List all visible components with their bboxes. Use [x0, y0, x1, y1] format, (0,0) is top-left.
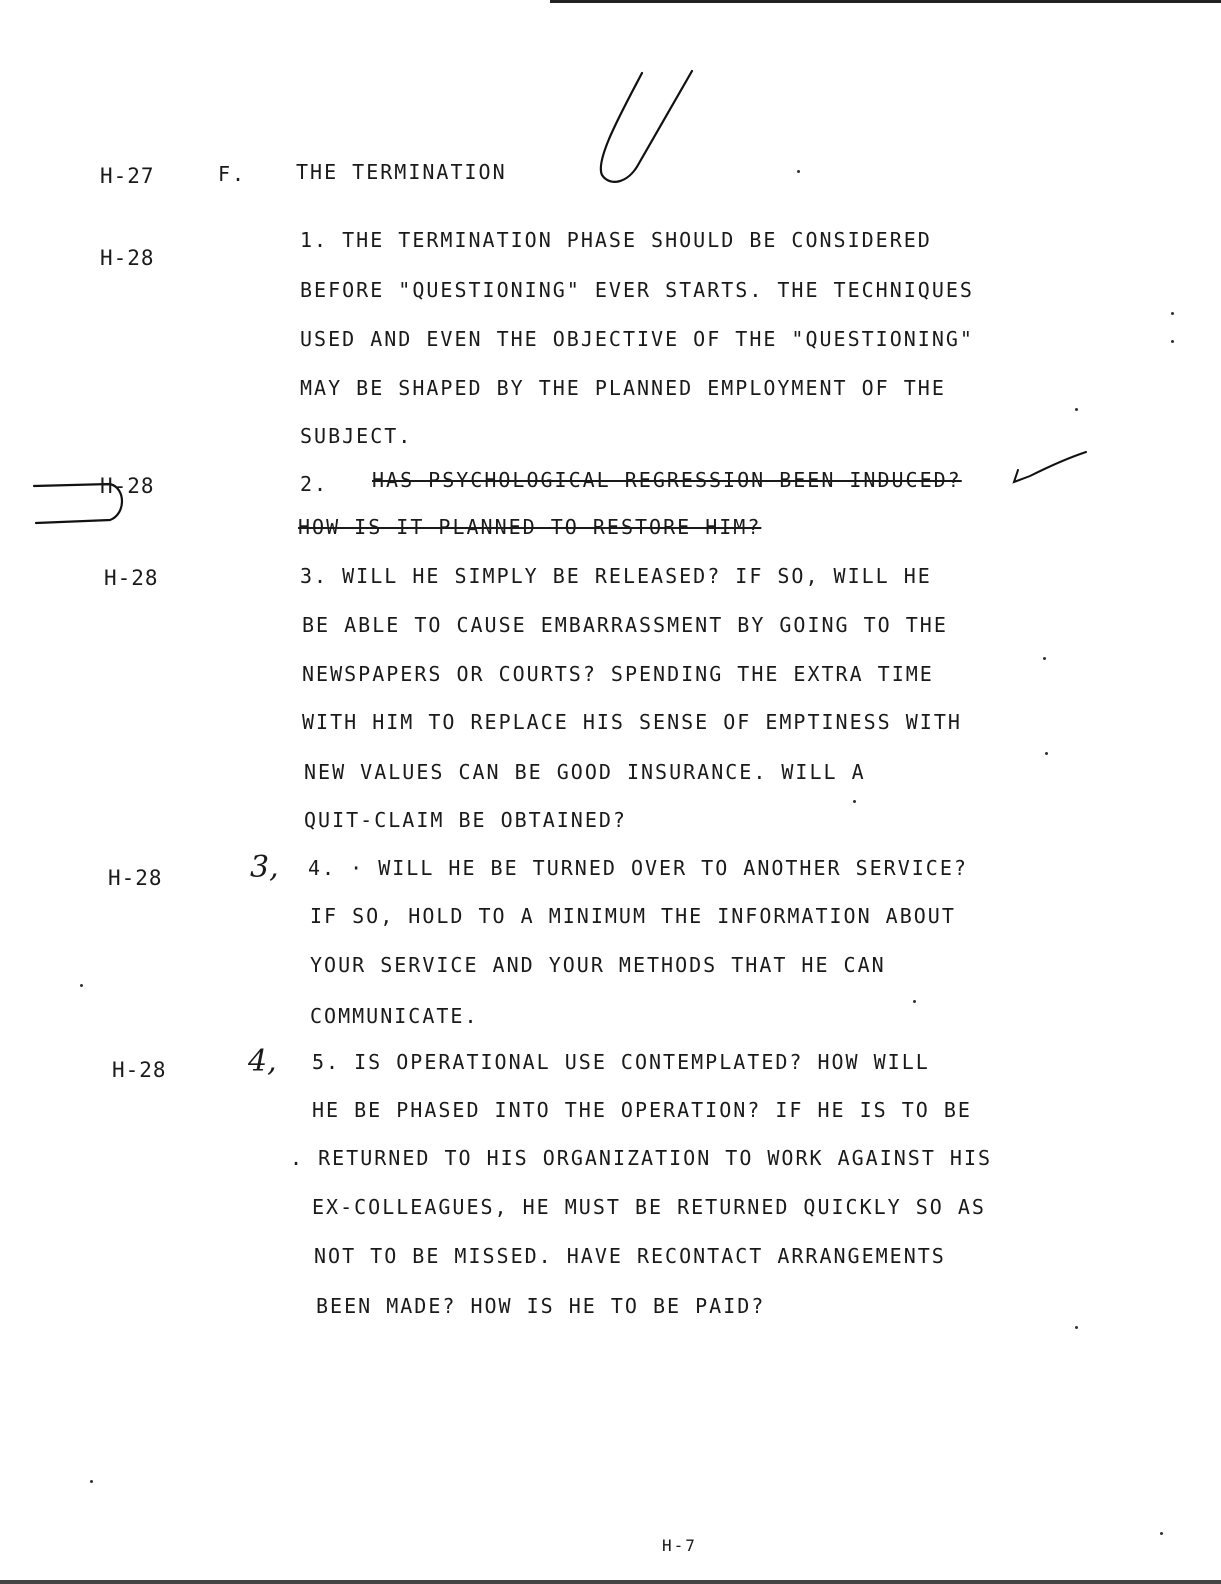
- scan-speck: [90, 1480, 93, 1483]
- item-4-line-4: COMMUNICATE.: [310, 1004, 479, 1028]
- margin-code-item-3: H-28: [104, 566, 159, 590]
- item-3-line-6: QUIT-CLAIM BE OBTAINED?: [304, 808, 627, 832]
- item-2-number: 2.: [300, 472, 329, 496]
- item-1-line-4: MAY BE SHAPED BY THE PLANNED EMPLOYMENT OF THE: [300, 376, 946, 400]
- top-scan-edge: [550, 0, 1221, 3]
- scan-speck: [1045, 752, 1048, 755]
- item-5-handwritten-number: 4,: [248, 1044, 277, 1079]
- scan-speck: [1171, 340, 1174, 343]
- item-5-line-5: NOT TO BE MISSED. HAVE RECONTACT ARRANGEMENTS: [314, 1244, 946, 1268]
- item-2-line-2: HOW IS IT PLANNED TO RESTORE HIM?: [298, 515, 762, 539]
- scan-speck: [1171, 312, 1174, 315]
- margin-code-h27: H-27: [100, 164, 155, 188]
- scan-speck: [1160, 1532, 1163, 1535]
- item-4-handwritten-number: 3,: [250, 850, 279, 885]
- margin-code-item-1: H-28: [100, 246, 155, 270]
- item-1-line-5: SUBJECT.: [300, 424, 413, 448]
- page-number: H-7: [662, 1536, 697, 1555]
- item-5-line-1: 5. IS OPERATIONAL USE CONTEMPLATED? HOW WILL: [312, 1050, 930, 1074]
- margin-code-item-4: H-28: [108, 866, 163, 890]
- scan-speck: [1075, 408, 1078, 411]
- item-4-line-2: IF SO, HOLD TO A MINIMUM THE INFORMATION ABOUT: [310, 904, 956, 928]
- item-1-line-2: BEFORE "QUESTIONING" EVER STARTS. THE TECHNIQUES: [300, 278, 974, 302]
- item-3-line-3: NEWSPAPERS OR COURTS? SPENDING THE EXTRA TIME: [302, 662, 934, 686]
- margin-code-item-2: H-28: [100, 474, 155, 498]
- bottom-scan-edge: [0, 1580, 1221, 1584]
- item-3-line-5: NEW VALUES CAN BE GOOD INSURANCE. WILL A: [304, 760, 866, 784]
- handwritten-check-mark-icon: [1010, 448, 1090, 488]
- item-4-line-3: YOUR SERVICE AND YOUR METHODS THAT HE CAN: [310, 953, 886, 977]
- scan-speck: [1075, 1326, 1078, 1329]
- page-title: THE TERMINATION: [296, 160, 507, 184]
- item-5-line-4: EX-COLLEAGUES, HE MUST BE RETURNED QUICKLY SO AS: [312, 1195, 986, 1219]
- item-1-line-1: 1. THE TERMINATION PHASE SHOULD BE CONSIDERED: [300, 228, 932, 252]
- item-3-line-1: 3. WILL HE SIMPLY BE RELEASED? IF SO, WILL HE: [300, 564, 932, 588]
- item-5-line-3: . RETURNED TO HIS ORGANIZATION TO WORK AGAINST HIS: [290, 1146, 993, 1170]
- scan-speck: [80, 984, 83, 987]
- item-5-line-6: BEEN MADE? HOW IS HE TO BE PAID?: [316, 1294, 766, 1318]
- margin-code-item-5: H-28: [112, 1058, 167, 1082]
- item-5-line-2: HE BE PHASED INTO THE OPERATION? IF HE IS TO BE: [312, 1098, 972, 1122]
- section-letter: F.: [218, 162, 247, 186]
- handwritten-u-mark-icon: [590, 65, 700, 190]
- item-4-line-1: 4. · WILL HE BE TURNED OVER TO ANOTHER SERVICE?: [308, 856, 968, 880]
- scan-speck: [797, 170, 800, 173]
- item-3-line-2: BE ABLE TO CAUSE EMBARRASSMENT BY GOING TO THE: [302, 613, 948, 637]
- item-2-line-1: HAS PSYCHOLOGICAL REGRESSION BEEN INDUCED?: [372, 468, 962, 492]
- scan-speck: [913, 1000, 916, 1003]
- item-3-line-4: WITH HIM TO REPLACE HIS SENSE OF EMPTINESS WITH: [302, 710, 962, 734]
- item-1-line-3: USED AND EVEN THE OBJECTIVE OF THE "QUESTIONING": [300, 327, 974, 351]
- scan-speck: [1043, 657, 1046, 660]
- scan-speck: [853, 800, 856, 803]
